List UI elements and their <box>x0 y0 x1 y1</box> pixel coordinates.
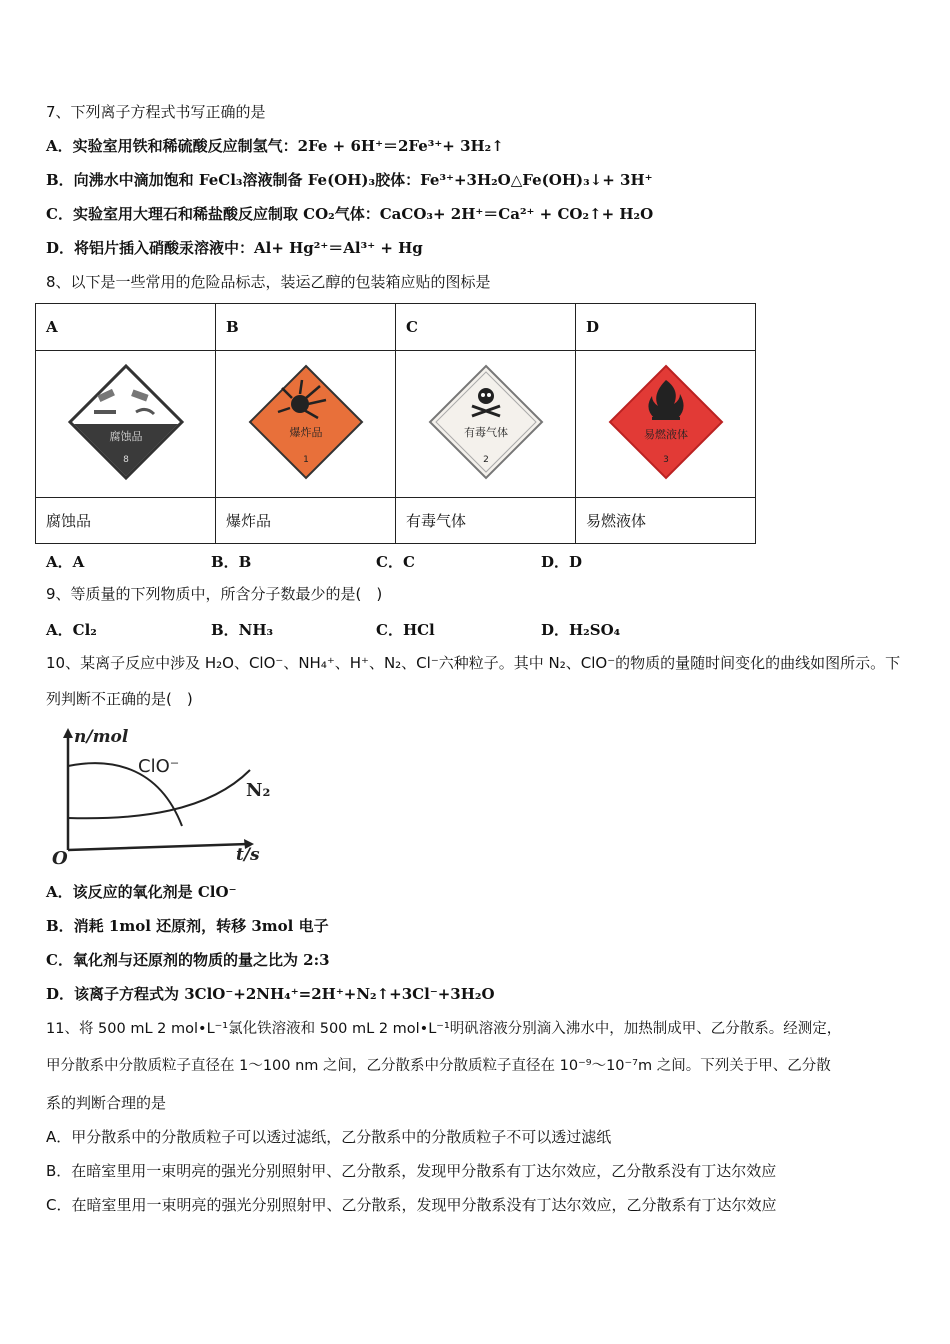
q10-option-b: B．消耗 1mol 还原剂，转移 3mol 电子 <box>46 917 329 935</box>
q10-stem-line1: 10、某离子反应中涉及 H₂O、ClO⁻、NH₄⁺、H⁺、N₂、Cl⁻六种粒子。其中 N₂、ClO⁻的物质的量随时间变化的曲线如图所示。下 <box>46 654 901 672</box>
q7-option-b: B．向沸水中滴加饱和 FeCl₃溶液制备 Fe(OH)₃胶体：Fe³⁺+3H₂O△Fe(OH)₃↓+ 3H⁺ <box>46 171 653 189</box>
cell-explosive <box>216 351 396 498</box>
q8-option-c: C．C <box>376 553 415 571</box>
x-axis-label: t/s <box>236 845 260 865</box>
clo-curve-label: ClO⁻ <box>138 756 180 777</box>
q8-option-b: B．B <box>211 553 252 571</box>
q9-option-d: D．H₂SO₄ <box>541 621 621 639</box>
q10-stem-line2: 列判断不正确的是( ) <box>46 690 193 708</box>
corrosive-sign-number: 8 <box>122 455 129 465</box>
q7-option-c: C．实验室用大理石和稀盐酸反应制取 CO₂气体：CaCO₃+ 2H⁺＝Ca²⁺ + CO₂↑+ H₂O <box>46 205 654 223</box>
amount-time-graph <box>48 722 278 872</box>
name-toxic-gas: 有毒气体 <box>396 498 576 544</box>
q9-option-a: A．Cl₂ <box>46 621 97 639</box>
x-axis <box>68 844 248 850</box>
explosive-sign-number: 1 <box>302 455 309 465</box>
flammable-sign-label: 易燃液体 <box>643 428 688 441</box>
q10-option-c: C．氧化剂与还原剂的物质的量之比为 2:3 <box>46 951 330 969</box>
q10-option-d: D．该离子方程式为 3ClO⁻+2NH₄⁺=2H⁺+N₂↑+3Cl⁻+3H₂O <box>46 985 495 1003</box>
q11-stem-line2: 甲分散系中分散质粒子直径在 1～100 nm 之间，乙分散系中分散质粒子直径在 10⁻⁹～10⁻⁷m 之间。下列关于甲、乙分散 <box>46 1058 831 1074</box>
q9-option-b: B．NH₃ <box>211 621 274 639</box>
q7-stem: 7、下列离子方程式书写正确的是 <box>46 103 266 121</box>
name-corrosive: 腐蚀品 <box>36 498 216 544</box>
corrosive-sign-label: 腐蚀品 <box>109 430 142 443</box>
n2-curve <box>68 770 250 818</box>
q11-option-b: B．在暗室里用一束明亮的强光分别照射甲、乙分散系，发现甲分散系有丁达尔效应，乙分散系没有丁达尔效应 <box>46 1162 777 1180</box>
n2-curve-label: N₂ <box>246 780 271 801</box>
q8-option-d: D．D <box>541 553 583 571</box>
flammable-sign-number: 3 <box>662 455 669 465</box>
cell-toxic-gas <box>396 351 576 498</box>
header-d: D <box>576 304 756 351</box>
q7-option-d: D．将铝片插入硝酸汞溶液中：Al+ Hg²⁺＝Al³⁺ + Hg <box>46 239 423 257</box>
corrosive-sign-icon <box>66 362 186 482</box>
explosive-sign-icon <box>246 362 366 482</box>
toxic-gas-sign-icon <box>426 362 546 482</box>
toxic-gas-sign-number: 2 <box>482 455 489 465</box>
q11-option-a: A．甲分散系中的分散质粒子可以透过滤纸，乙分散系中的分散质粒子不可以透过滤纸 <box>46 1128 612 1146</box>
q9-option-c: C．HCl <box>376 621 435 639</box>
name-explosive: 爆炸品 <box>216 498 396 544</box>
hazard-sign-table <box>35 303 756 544</box>
explosive-sign-label: 爆炸品 <box>289 426 322 439</box>
cell-flammable <box>576 351 756 498</box>
q11-option-c: C．在暗室里用一束明亮的强光分别照射甲、乙分散系，发现甲分散系没有丁达尔效应，乙分散系有丁达尔效应 <box>46 1196 777 1214</box>
header-a: A <box>36 304 216 351</box>
q8-option-a: A．A <box>46 553 85 571</box>
toxic-gas-sign-label: 有毒气体 <box>463 426 508 439</box>
q11-stem-line3: 系的判断合理的是 <box>46 1094 167 1112</box>
header-c: C <box>396 304 576 351</box>
q11-stem-line1: 11、将 500 mL 2 mol•L⁻¹氯化铁溶液和 500 mL 2 mol•L⁻¹明矾溶液分别滴入沸水中，加热制成甲、乙分散系。经测定， <box>46 1021 842 1037</box>
origin-label: O <box>52 848 68 869</box>
cell-corrosive <box>36 351 216 498</box>
q9-stem: 9、等质量的下列物质中，所含分子数最少的是( ) <box>46 585 383 603</box>
q7-option-a: A．实验室用铁和稀硫酸反应制氢气：2Fe + 6H⁺＝2Fe³⁺+ 3H₂↑ <box>46 137 504 155</box>
y-axis-arrow-icon <box>63 728 73 738</box>
flammable-liquid-sign-icon <box>606 362 726 482</box>
name-flammable: 易燃液体 <box>576 498 756 544</box>
y-axis-label: n/mol <box>74 727 129 747</box>
q10-option-a: A．该反应的氧化剂是 ClO⁻ <box>46 883 237 901</box>
header-b: B <box>216 304 396 351</box>
q8-stem: 8、以下是一些常用的危险品标志，装运乙醇的包装箱应贴的图标是 <box>46 273 491 291</box>
